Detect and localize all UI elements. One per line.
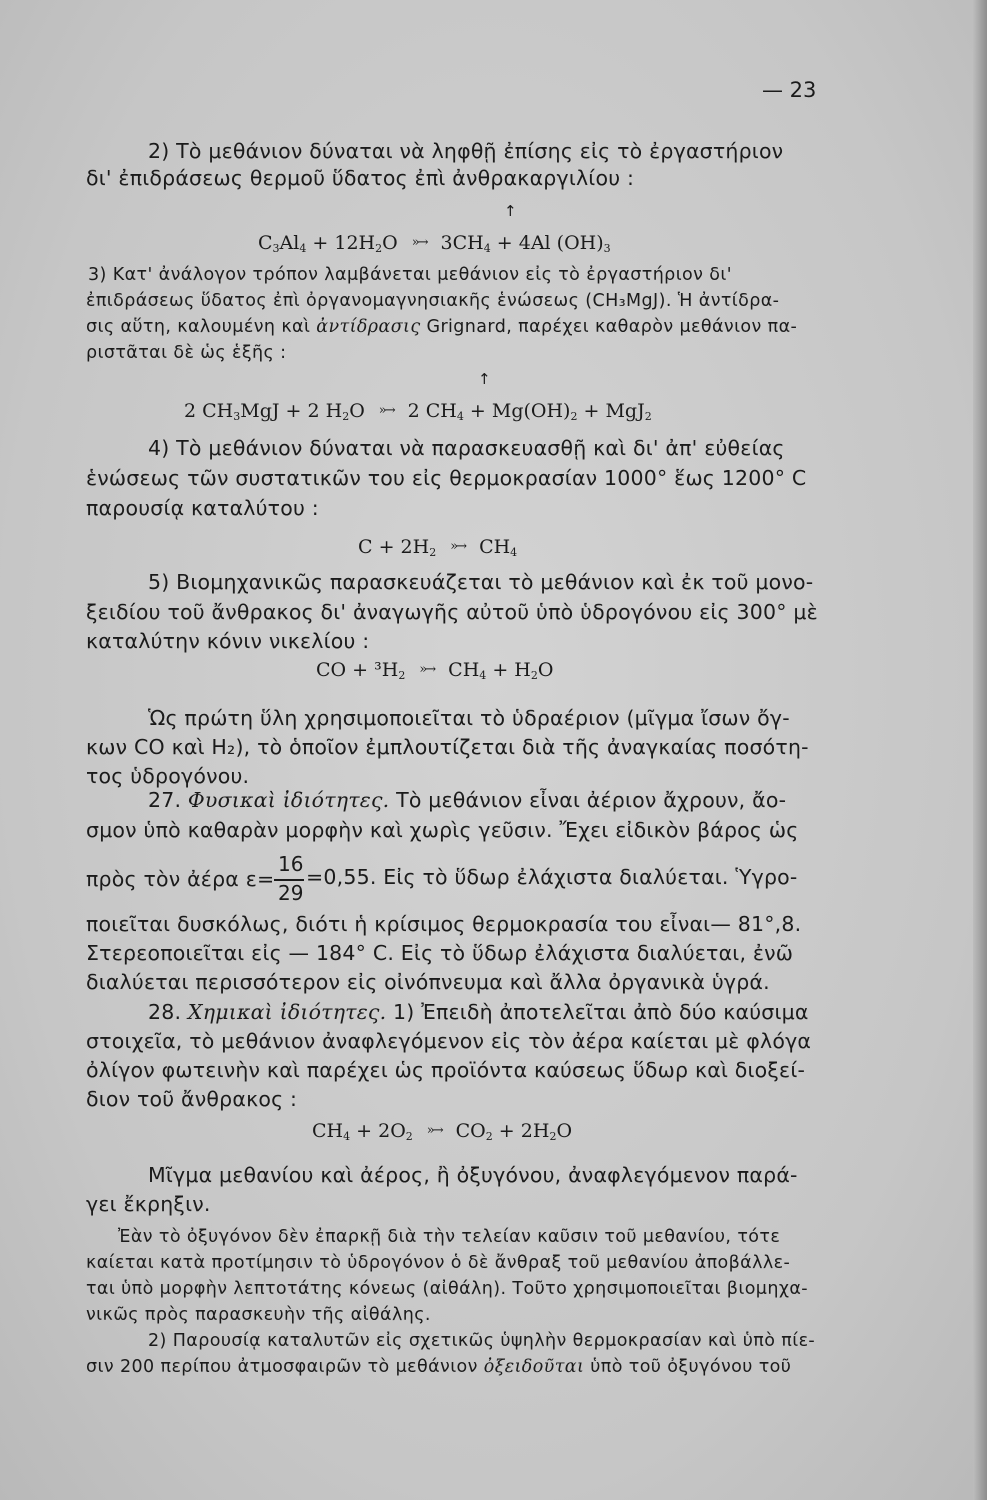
note-line-2: καίεται κατὰ προτίμησιν τὸ ὑδρογόνον ὁ δὲ ἄνθραξ τοῦ μεθανίου ἀποβάλλε- [86, 1253, 791, 1273]
section-27-line-2: σμον ὑπὸ καθαρὰν μορφὴν καὶ χωρὶς γεῦσιν. Ἔχει εἰδικὸν βάρος ὡς [86, 818, 799, 842]
note-line-6: σιν 200 περίπου ἀτμοσφαιρῶν τὸ μεθάνιον ὀξειδοῦται ὑπὸ τοῦ ὀξυγόνου τοῦ [86, 1357, 792, 1377]
p4-line-1: 4) Τὸ μεθάνιον δύναται νὰ παρασκευασθῇ καὶ δι' ἀπ' εὐθείας [148, 436, 785, 460]
p5-line-1: 5) Βιομηχανικῶς παρασκευάζεται τὸ μεθάνιον καὶ ἐκ τοῦ μονο- [148, 570, 814, 594]
p3-line-1: 3) Κατ' ἀνάλογον τρόπον λαμβάνεται μεθάνιον εἰς τὸ ἐργαστήριον δι' [88, 265, 732, 285]
section-28-line-1: 28. Χημικαὶ ἰδιότητες. 1) Ἐπειδὴ ἀποτελεῖται ἀπὸ δύο καύσιμα [148, 1000, 809, 1024]
p3-line-4: ριστᾶται δὲ ὡς ἑξῆς : [86, 343, 287, 363]
section-27-line-4: ποιεῖται δυσκόλως, διότι ἡ κρίσιμος θερμοκρασία του εἶναι— 81°,8. [86, 912, 802, 936]
reaction-arrow-icon: »→ [411, 235, 427, 250]
p7-line-1: Μῖγμα μεθανίου καὶ ἀέρος, ἢ ὀξυγόνου, ἀναφλεγόμενον παρά- [148, 1163, 798, 1187]
gas-up-arrow-icon: ↑ [478, 370, 491, 388]
equation-5: $CH_4 + 2O_2$ »→ $CO_2 + 2H_2O$ [312, 1120, 573, 1143]
section-27-line-5: Στερεοποιεῖται εἰς — 184° C. Εἰς τὸ ὕδωρ ἐλάχιστα διαλύεται, ἐνῶ [86, 941, 794, 965]
p6-line-3: τος ὑδρογόνου. [86, 764, 250, 788]
p3-line-3: σις αὕτη, καλουμένη καὶ ἀντίδρασις Grignard, παρέχει καθαρὸν μεθάνιον πα- [86, 317, 798, 337]
equation-4: CO + $^3H_2$ »→ $CH_4 + H_2O$ [316, 659, 554, 682]
section-27-line-3a: πρὸς τὸν ἀέρα ε= [86, 867, 275, 891]
note-line-5: 2) Παρουσίᾳ καταλυτῶν εἰς σχετικῶς ὑψηλὴν θερμοκρασίαν καὶ ὑπὸ πίε- [148, 1331, 816, 1351]
section-28-line-4: διον τοῦ ἄνθρακος : [86, 1087, 298, 1111]
section-28-line-3: ὀλίγον φωτεινὴν καὶ παρέχει ὡς προϊόντα καύσεως ὕδωρ καὶ διοξεί- [86, 1058, 806, 1082]
section-27-line-1: 27. Φυσικαὶ ἰδιότητες. Τὸ μεθάνιον εἶναι ἀέριον ἄχρουν, ἄο- [148, 788, 787, 812]
reaction-arrow-icon: »→ [426, 1123, 442, 1138]
note-line-3: ται ὑπὸ μορφὴν λεπτοτάτης κόνεως (αἰθάλη). Τοῦτο χρησιμοποιεῖται βιομηχα- [86, 1279, 808, 1299]
equation-2: 2 $CH_3MgJ + 2$ $H_2O$ »→ 2 $CH_4 + Mg(OH)_2 + MgJ_2$ [184, 400, 652, 423]
equation-3: $C + 2H_2$ »→ $CH_4$ [358, 536, 518, 559]
p4-line-3: παρουσίᾳ καταλύτου : [86, 496, 319, 520]
equation-1: $C_3Al_4 + 12H_2O$ »→ $3CH_4 + 4Al$ $(OH)_3$ [258, 232, 611, 255]
p6-line-1: Ὡς πρώτη ὕλη χρησιμοποιεῖται τὸ ὑδραέριον (μῖγμα ἴσων ὄγ- [148, 706, 790, 730]
page-edge-shadow [973, 0, 987, 1500]
p4-line-2: ἑνώσεως τῶν συστατικῶν του εἰς θερμοκρασίαν 1000° ἕως 1200° C [86, 466, 807, 490]
note-line-4: νικῶς πρὸς παρασκευὴν τῆς αἰθάλης. [86, 1305, 431, 1325]
p5-line-2: ξειδίου τοῦ ἄνθρακος δι' ἀναγωγῆς αὐτοῦ ὑπὸ ὑδρογόνου εἰς 300° μὲ [86, 600, 818, 624]
section-27-title: Φυσικαὶ ἰδιότητες. [187, 788, 390, 812]
reaction-arrow-icon: »→ [378, 403, 394, 418]
fraction-denominator: 29 [278, 881, 304, 905]
section-27-line-3b: =0,55. Εἰς τὸ ὕδωρ ἐλάχιστα διαλύεται. Ὑγρο- [306, 865, 798, 889]
p5-line-3: καταλύτην κόνιν νικελίου : [86, 629, 370, 653]
gas-up-arrow-icon: ↑ [504, 202, 517, 220]
reaction-arrow-icon: »→ [419, 662, 435, 677]
p2-line-2: δι' ἐπιδράσεως θερμοῦ ὕδατος ἐπὶ ἀνθρακαργιλίου : [86, 166, 635, 190]
section-28-line-2: στοιχεῖα, τὸ μεθάνιον ἀναφλεγόμενον εἰς τὸν ἀέρα καίεται μὲ φλόγα [86, 1029, 812, 1053]
p2-line-1: 2) Τὸ μεθάνιον δύναται νὰ ληφθῇ ἐπίσης εἰς τὸ ἐργαστήριον [148, 139, 784, 163]
page-number: — 23 [762, 78, 817, 102]
p6-line-2: κων CO καὶ H₂), τὸ ὁποῖον ἐμπλουτίζεται διὰ τῆς ἀναγκαίας ποσότη- [86, 735, 809, 759]
reaction-arrow-icon: »→ [450, 539, 466, 554]
p3-line-2: ἐπιδράσεως ὕδατος ἐπὶ ὀργανομαγνησιακῆς ἑνώσεως (CH₃MgJ). Ἡ ἀντίδρα- [86, 291, 780, 311]
section-28-title: Χημικαὶ ἰδιότητες. [187, 1000, 387, 1024]
p7-line-2: γει ἔκρηξιν. [86, 1192, 211, 1216]
note-line-1: Ἐὰν τὸ ὀξυγόνον δὲν ἐπαρκῇ διὰ τὴν τελείαν καῦσιν τοῦ μεθανίου, τότε [118, 1227, 781, 1247]
section-27-line-6: διαλύεται περισσότερον εἰς οἰνόπνευμα καὶ ἄλλα ὀργανικὰ ὑγρά. [86, 970, 770, 994]
fraction-numerator: 16 [278, 852, 304, 876]
